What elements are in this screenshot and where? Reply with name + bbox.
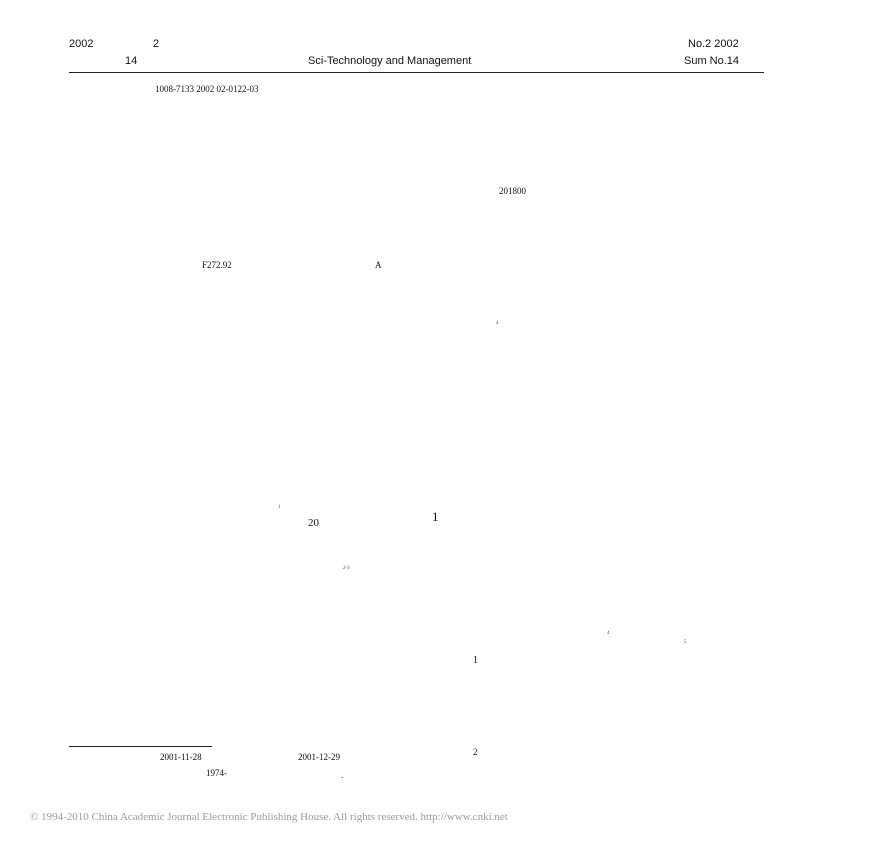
citation-mark: 5 bbox=[684, 640, 687, 645]
postcode: 201800 bbox=[499, 186, 526, 196]
section-number: 1 bbox=[432, 509, 439, 524]
citation-mark: 2-3 bbox=[343, 566, 350, 571]
header-volume: 14 bbox=[125, 55, 138, 67]
header-issue: 2 bbox=[153, 38, 160, 50]
clc-number: F272.92 bbox=[202, 260, 232, 270]
page-mark: 2 bbox=[473, 747, 478, 757]
document-code: A bbox=[375, 260, 382, 270]
header-year: 2002 bbox=[69, 38, 94, 50]
citation-mark: 1 bbox=[278, 505, 281, 510]
revised-date: 2001-12-29 bbox=[298, 752, 340, 762]
copyright-notice: © 1994-2010 China Academic Journal Electronic Publishing House. All rights reserved. http://www.cnki.net bbox=[30, 811, 508, 823]
header-issue-right: No.2 2002 bbox=[688, 38, 739, 50]
received-date: 2001-11-28 bbox=[160, 752, 202, 762]
footnote-dot: . bbox=[341, 770, 344, 780]
citation-mark: 4 bbox=[607, 631, 610, 636]
article-id: 1008-7133 2002 02-0122-03 bbox=[155, 84, 259, 94]
citation-mark: 4 bbox=[496, 321, 499, 326]
author-birth-year: 1974- bbox=[206, 768, 227, 778]
footnote-rule bbox=[69, 746, 212, 747]
header-rule bbox=[69, 72, 764, 73]
journal-title: Sci-Technology and Management bbox=[308, 55, 472, 67]
body-number: 20 bbox=[308, 517, 319, 529]
figure-number: 1 bbox=[473, 655, 478, 666]
header-sum-right: Sum No.14 bbox=[684, 55, 740, 67]
